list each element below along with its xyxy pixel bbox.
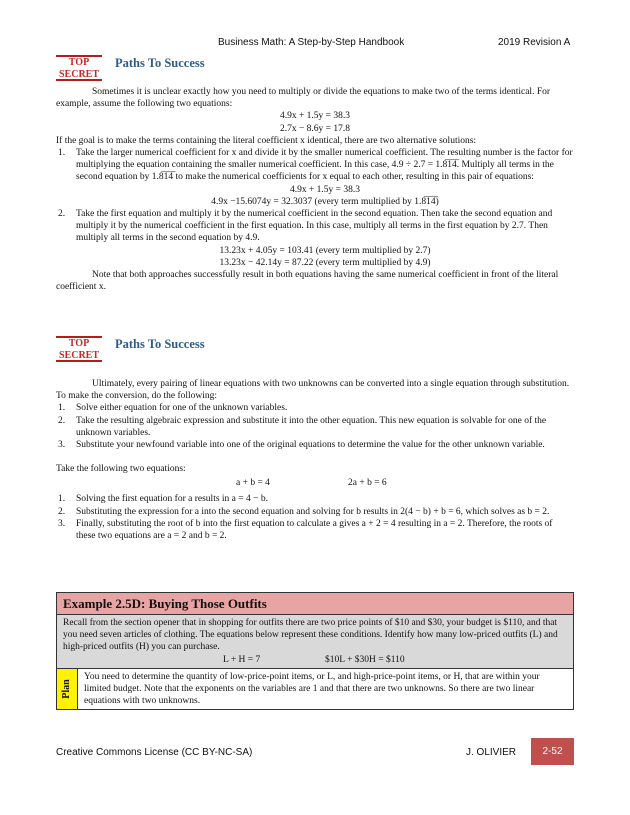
- section1-intro: Sometimes it is unclear exactly how you need to multiply or divide the equations to make two of the terms identical. For example, assume the following two equations:: [56, 87, 551, 110]
- equation-pair: [63, 654, 567, 666]
- section1-goal: If the goal is to make the terms containing the literal coefficient x identical, there are two alternative solutions:: [56, 135, 477, 146]
- section2-intro: Ultimately, every pairing of linear equations with two unknowns can be converted into a single equation through substitution. To make the conversion, do the following:: [56, 379, 570, 402]
- list-text: Take the first equation and multiply it by the numerical coefficient in the second equation. Then take the second equation and multiply it by the numerical coefficient in the first equation. In this case, multiply all terms in the first equation by 2.7. Then multiply all terms in the second equation by 4.9.: [76, 209, 553, 244]
- example-box: [56, 592, 574, 710]
- list-item: [56, 208, 574, 269]
- list-text: Solve either equation for one of the unknown variables.: [76, 403, 288, 414]
- section2-heading: Paths To Success: [115, 337, 205, 351]
- equation: 4.9x −15.6074y = 32.3037 (every term multiplied by 1.8̅1̅4̅): [211, 196, 439, 207]
- list-number: 2.: [58, 506, 66, 517]
- list-item: [56, 518, 574, 542]
- list-text: Substituting the expression for a into the second equation and solving for b results in 2(4 − b) + b = 6, which solves as b = 2.: [76, 506, 550, 517]
- equation: 4.9x + 1.5y = 38.3: [289, 184, 361, 195]
- list-number: 3.: [58, 440, 66, 451]
- section1-note: Note that both approaches successfully result in both equations having the same numerical coefficient in front of the literal coefficient x.: [56, 270, 559, 293]
- top-secret-badge: [56, 336, 102, 362]
- equation: 4.9x + 1.5y = 38.3: [279, 111, 351, 122]
- equation: L + H = 7: [223, 654, 261, 665]
- section1-heading: Paths To Success: [115, 56, 205, 70]
- header-book-title: Business Math: A Step-by-Step Handbook: [218, 37, 405, 48]
- list-item: [56, 439, 574, 451]
- section2-body: [56, 378, 574, 542]
- list-number: 1.: [58, 494, 66, 505]
- list-text: Solving the first equation for a results in a = 4 − b.: [76, 494, 268, 505]
- page-number: 2-52: [531, 738, 574, 765]
- list-number: 3.: [58, 518, 66, 529]
- list-item: [56, 493, 574, 505]
- top-secret-line1: TOP: [68, 57, 90, 68]
- equation: 13.23x + 4.05y = 103.41 (every term multiplied by 2.7): [219, 245, 431, 256]
- take-equations: Take the following two equations:: [56, 464, 186, 475]
- top-secret-line2: SECRET: [58, 350, 99, 361]
- equation: $10L + $30H = $110: [325, 654, 405, 665]
- footer-license: Creative Commons License (CC BY-NC-SA): [56, 747, 253, 758]
- plan-row: [57, 669, 573, 710]
- list-number: 2.: [58, 415, 66, 426]
- list-item: [56, 402, 574, 414]
- equation: 2a + b = 6: [348, 478, 387, 489]
- list-item: [56, 415, 574, 439]
- plan-tab: [57, 669, 78, 710]
- footer-author: J. OLIVIER: [466, 747, 517, 758]
- plan-text: You need to determine the quantity of low-price-point items, or L, and high-price-point items, or H, that are within your limited budget. Note that the exponents on the variables are 1 and that there are two unknowns. So there are two linear equations with two unknowns.: [84, 671, 540, 707]
- list-text: Take the resulting algebraic expression and substitute it into the other equation. This new equation is solvable for one of the unknown variables.: [76, 415, 547, 438]
- list-item: [56, 147, 574, 208]
- list-text: Substitute your newfound variable into one of the original equations to determine the value for the other unknown variable.: [76, 440, 545, 451]
- plan-label: Plan: [60, 679, 72, 699]
- example-body: [57, 615, 573, 669]
- section1-body: [56, 86, 574, 293]
- equation: a + b = 4: [236, 478, 270, 489]
- example-text: Recall from the section opener that in shopping for outfits there are two price points of $10 and $30, your budget is $110, and that you need seven articles of clothing. The equations below represent these conditions. Identify how many low-priced outfits (L) and high-priced outfits (H) you can purchase.: [63, 618, 558, 653]
- equation: 2.7x − 8.6y = 17.8: [279, 123, 351, 134]
- top-secret-badge: [56, 55, 102, 81]
- top-secret-line1: TOP: [68, 338, 90, 349]
- list-text: Take the larger numerical coefficient for x and divide it by the smaller numerical coefficient. The resulting number is the factor for multiplying the equation containing the smaller numerical coefficient. In this case, 4.9 ÷ 2.7 = 1.8̅1̅4̅. Multiply all terms in the second equation by 1.8̅1̅4̅ to make the numerical coefficients for x equal to each other, resulting in this pair of equations:: [76, 148, 573, 183]
- list-number: 1.: [58, 148, 66, 159]
- equation-pair: [56, 477, 574, 489]
- example-title: Example 2.5D: Buying Those Outfits: [57, 593, 573, 615]
- equation: 13.23x − 42.14y = 87.22 (every term multiplied by 4.9): [219, 257, 431, 268]
- list-number: 2.: [58, 209, 66, 220]
- header-revision: 2019 Revision A: [498, 37, 571, 48]
- list-text: Finally, substituting the root of b into the first equation to calculate a gives a + 2 = 4 resulting in a = 2. Therefore, the roots of these two equations are a = 2 and b = 2.: [76, 518, 553, 542]
- list-item: [56, 506, 574, 518]
- list-number: 1.: [58, 403, 66, 414]
- top-secret-line2: SECRET: [58, 69, 99, 80]
